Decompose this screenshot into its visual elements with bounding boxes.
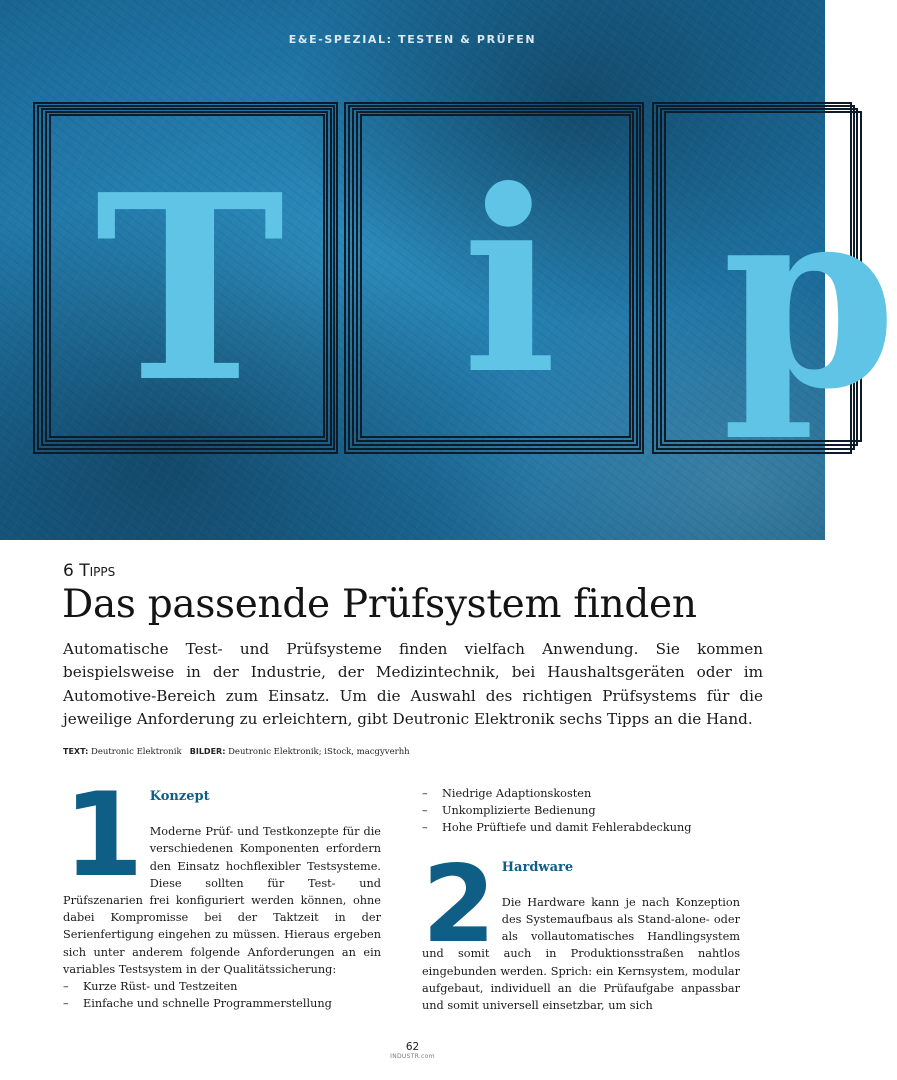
credits-line — [63, 747, 410, 757]
list-item: – Unkomplizierte Bedienung — [422, 802, 740, 819]
section-heading-hardware: Hardware — [501, 859, 574, 875]
section-body-hardware: Die Hardware kann je nach Konzeption des Systemaufbaus als Stand-alone- oder als vollautomatisches Handlingsystem und somit auch in Produktionsstraßen nahtlos eingebunden werden. Sprich: ein Kernsystem, modular aufgebaut, individuell an die Prüfaufgabe anpassbar und somit universell einsetzbar, um sich — [422, 895, 740, 1013]
small-heading: 6 Tipps — [63, 561, 116, 581]
credits-images-value: Deutronic Elektronik; iStock, macgyverhh — [228, 747, 410, 757]
credits-text-label: TEXT: — [63, 747, 89, 756]
section-number-1: 1 — [63, 768, 144, 903]
list-item: – Einfache und schnelle Programmerstellung — [63, 995, 381, 1012]
section-number-2: 2 — [422, 842, 496, 966]
column-right — [422, 788, 740, 1014]
column-left — [63, 768, 381, 1012]
hero-letter-p: p — [722, 150, 897, 444]
section-kicker: E&E-SPEZIAL: TESTEN & PRÜFEN — [288, 33, 537, 46]
hero-letter-t: T — [95, 140, 285, 439]
page-title: Das passende Prüfsystem finden — [62, 582, 697, 627]
credits-images-label: BILDER: — [189, 747, 226, 756]
page-number: 62 — [405, 1041, 420, 1053]
hero-tile-2 — [344, 102, 644, 454]
credits-text-value: Deutronic Elektronik — [91, 747, 182, 757]
section-heading-konzept: Konzept — [149, 789, 210, 804]
list-item: – Niedrige Adaptionskosten — [422, 785, 740, 802]
section-body-konzept: Moderne Prüf- und Testkonzepte für die verschiedenen Komponenten erfordern den Einsatz hochflexibler Testsysteme. Diese sollten für Test- und Prüfszenarien frei konfiguriert werden können, ohne dabei Kompromisse bei der Taktzeit in der Serienfertigung eingehen zu müssen. Hieraus ergeben sich unter anderem folgende Anforderungen an ein variables Testsystem in der Qualitätssicherung: — [63, 825, 381, 976]
requirements-list — [63, 978, 381, 1012]
list-item: – Kurze Rüst- und Testzeiten — [63, 978, 381, 995]
hero-tile-1 — [33, 102, 338, 454]
section-hardware — [422, 842, 740, 1015]
hero-letter-i: i — [462, 135, 557, 429]
hero-tile-3 — [652, 102, 897, 454]
lead-paragraph: Automatische Test- und Prüfsysteme finden vielfach Anwendung. Sie kommen beispielsweise in der Industrie, der Medizintechnik, bei Haushaltsgeräten oder im Automotive-Bereich zum Einsatz. Um die Auswahl des richtigen Prüfsystems für die jeweilige Anforderung zu erleichtern, gibt Deutronic Elektronik sechs Tipps an die Hand. — [63, 640, 763, 728]
list-item: – Hohe Prüftiefe und damit Fehlerabdeckung — [422, 819, 740, 836]
requirements-list-continued — [422, 785, 740, 837]
site-label: INDUSTR.com — [390, 1053, 435, 1060]
page-footer — [0, 1041, 825, 1060]
